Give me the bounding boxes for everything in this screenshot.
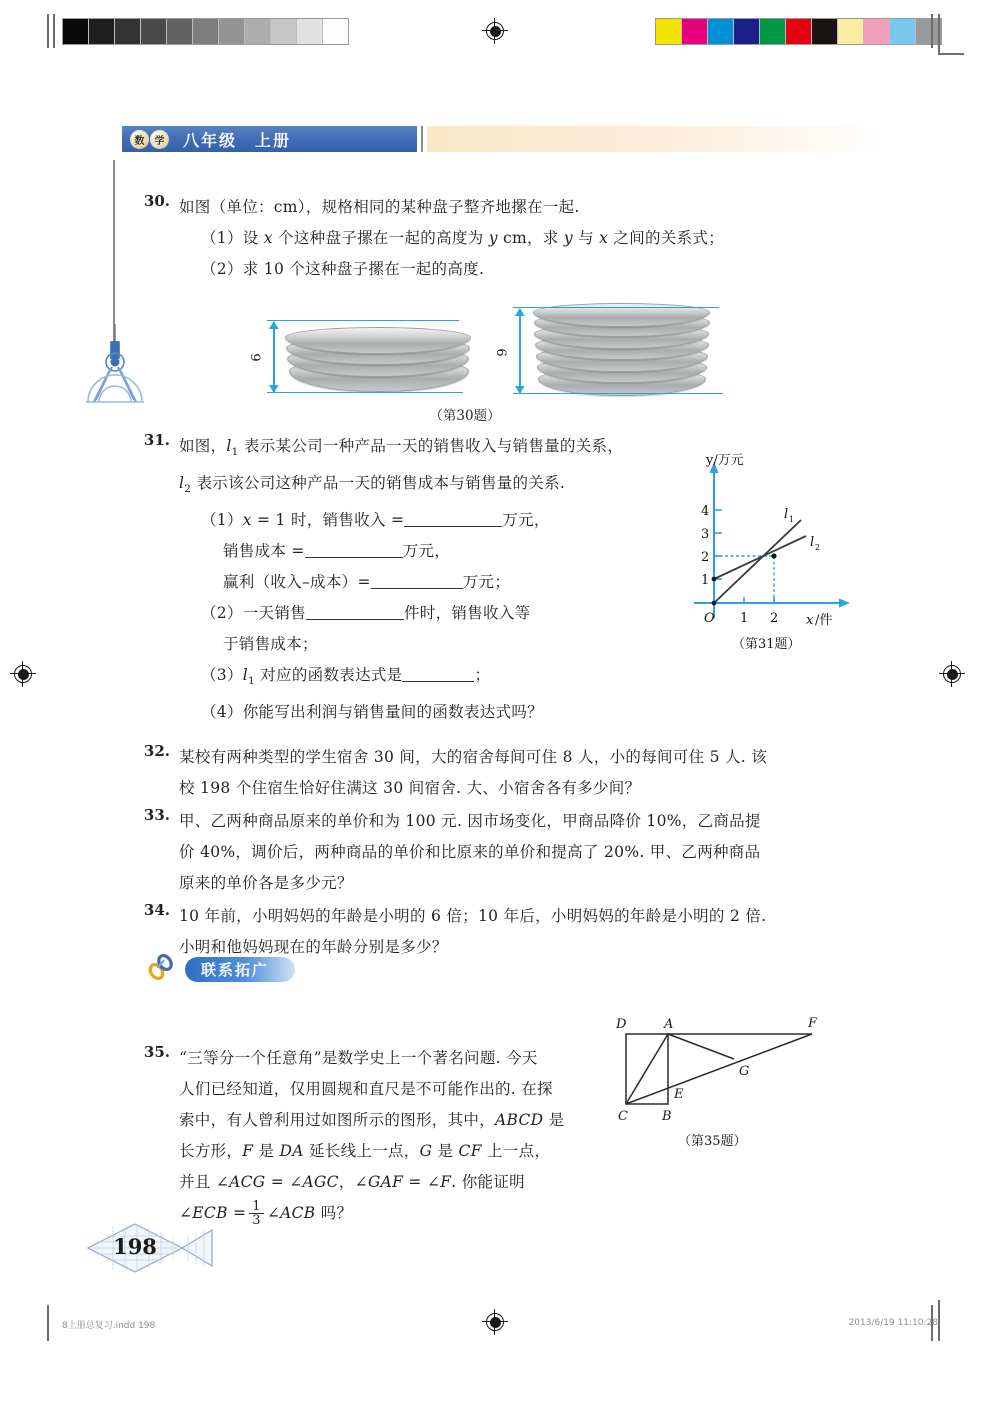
crop-tick-top-right-v2: [938, 14, 940, 54]
gray-swatch-1: [89, 19, 115, 44]
chain-link-icon: [146, 952, 176, 986]
gray-swatch-3: [141, 19, 167, 44]
svg-text:y/万元: y/万元: [706, 453, 744, 468]
registration-mark-left: [12, 663, 34, 685]
problem-line: 如图（单位：cm），规格相同的某种盘子整齐地摞在一起.: [179, 198, 580, 216]
svg-text:x: x: [806, 613, 814, 628]
problem-line: 索中，有人曾利用过如图所示的图形，其中，ABCD 是: [179, 1111, 565, 1130]
answer-blank[interactable]: [371, 588, 463, 589]
svg-text:E: E: [674, 1087, 684, 1102]
svg-text:3: 3: [701, 527, 710, 542]
gray-swatch-8: [271, 19, 297, 44]
running-header: [122, 126, 882, 152]
problem-line: （4）你能写出利润与销售量间的函数表达式吗？: [201, 703, 543, 722]
problem-number: 34.: [143, 901, 170, 920]
problem-line: “三等分一个任意角”是数学史上一个著名问题. 今天: [179, 1049, 538, 1068]
problem-33: [140, 806, 870, 899]
figure-30: [249, 292, 675, 424]
svg-text:C: C: [618, 1109, 628, 1124]
answer-blank[interactable]: [305, 557, 403, 558]
answer-blank[interactable]: [402, 681, 474, 682]
svg-text:2: 2: [770, 611, 779, 626]
answer-blank[interactable]: [306, 619, 404, 620]
color-swatch-2: [708, 19, 734, 44]
svg-text:1: 1: [789, 515, 795, 524]
svg-text:B: B: [662, 1109, 672, 1124]
svg-text:（第35题）: （第35题）: [678, 1134, 747, 1149]
gray-swatch-9: [297, 19, 323, 44]
problem-line: $(3)l_1$ 对应的函数表达式是 ；: [201, 666, 491, 688]
svg-text:（第31题）: （第31题）: [732, 637, 801, 652]
color-swatch-6: [812, 19, 838, 44]
problem-number: 30.: [143, 192, 170, 210]
problem-line: （1）设 x 个这种盘子摞在一起的高度为 y cm，求 y 与 x 之间的关系式；: [201, 229, 725, 247]
problem-number: 35.: [143, 1043, 170, 1062]
problem-line: 赢利（收入–成本）= 万元；: [223, 573, 511, 592]
crop-tick-bottom-right-v2: [938, 1300, 940, 1341]
problem-line: （2）求 10 个这种盘子摞在一起的高度.: [201, 260, 485, 278]
problem-line: 甲、乙两种商品原来的单价和为 100 元. 因市场变化，甲商品降价 10%，乙商品提: [179, 812, 761, 831]
gray-swatch-5: [193, 19, 219, 44]
subject-badge-char-2: 学: [150, 130, 169, 149]
svg-text:G: G: [739, 1064, 750, 1079]
problem-line: 并且 ∠ACG = ∠AGC，∠GAF = ∠F. 你能证明: [179, 1173, 525, 1192]
problem-text: [179, 1043, 619, 1229]
problem-number: 31.: [143, 431, 170, 449]
problem-number: 32.: [143, 742, 170, 761]
color-swatch-0: [656, 19, 682, 44]
problem-line: 原来的单价各是多少元？: [179, 874, 353, 893]
color-swatch-8: [864, 19, 890, 44]
crop-tick-top-left-v2: [53, 14, 55, 48]
color-swatch-3: [734, 19, 760, 44]
crop-tick-top-right-h: [938, 53, 964, 55]
header-blue-bar: [122, 126, 417, 152]
svg-text:l: l: [810, 535, 815, 550]
footer-filename: 8上册总复习.indd 198: [62, 1321, 156, 1331]
problem-line: 销售成本 = 万元，: [223, 542, 451, 561]
dimension-label-9: 9: [495, 348, 511, 357]
color-swatch-5: [786, 19, 812, 44]
problem-text: [179, 806, 870, 899]
svg-text:2: 2: [701, 550, 710, 565]
problem-line: 校 198 个住宿生恰好住满这 30 间宿舍. 大、小宿舍各有多少间？: [179, 779, 641, 798]
svg-text:D: D: [616, 1017, 627, 1032]
page-number: 198: [113, 1234, 157, 1259]
problem-line: ∠ECB = $\frac{1}{3}$ ∠ACB 吗？: [179, 1198, 353, 1229]
svg-text:2: 2: [815, 543, 821, 552]
problem-line: 如图，$l_1$ 表示某公司一种产品一天的销售收入与销售量的关系，: [179, 437, 624, 459]
subject-badge-char-1: 数: [130, 130, 149, 149]
gray-swatch-4: [167, 19, 193, 44]
color-swatch-9: [890, 19, 916, 44]
problem-30: [140, 192, 870, 285]
gray-swatch-2: [115, 19, 141, 44]
gray-swatch-6: [219, 19, 245, 44]
header-divider: [421, 126, 423, 152]
gray-swatch-0: [63, 19, 89, 44]
subject-badge: [130, 130, 169, 149]
problem-line: （2）一天销售 件时，销售收入等: [201, 604, 531, 623]
color-swatch-4: [760, 19, 786, 44]
gray-swatch-7: [245, 19, 271, 44]
crop-tick-top-left-v: [47, 14, 49, 48]
dimension-label-6: 6: [249, 353, 265, 362]
header-title: 八年级 上册: [183, 130, 292, 150]
color-calibration-strip: [655, 18, 942, 45]
problem-line: 10 年前，小明妈妈的年龄是小明的 6 倍；10 年后，小明妈妈的年龄是小明的 2 倍.: [179, 907, 767, 926]
problem-line: 价 40%，调价后，两种商品的单价和比原来的单价和提高了 20%. 甲、乙两种商品: [179, 843, 761, 862]
registration-mark-bottom: [484, 1311, 506, 1333]
crop-tick-top-right-v: [931, 14, 933, 48]
left-margin-rule: [113, 160, 115, 342]
svg-text:l: l: [784, 507, 789, 522]
figure-35: [600, 1012, 865, 1152]
dimension-right: [495, 307, 728, 397]
color-swatch-7: [838, 19, 864, 44]
svg-text:F: F: [808, 1016, 818, 1031]
problem-text: [179, 192, 870, 285]
gray-swatch-10: [323, 19, 348, 44]
problem-text: [179, 742, 870, 804]
answer-blank[interactable]: [404, 526, 502, 527]
registration-mark-top: [484, 20, 506, 42]
problem-line: （1）x = 1 时，销售收入 = 万元，: [201, 511, 550, 530]
svg-text:/件: /件: [815, 613, 833, 628]
problem-line: 小明和他妈妈现在的年龄分别是多少？: [179, 938, 448, 957]
footer-timestamp: 2013/6/19 11:10:28: [848, 1318, 938, 1328]
dimension-left: [249, 320, 467, 396]
svg-text:O: O: [704, 611, 715, 626]
section-header: [146, 952, 295, 986]
header-peach-bar: [427, 126, 882, 152]
figure-31: [684, 448, 864, 653]
problem-32: [140, 742, 870, 804]
svg-text:1: 1: [740, 611, 749, 626]
svg-text:A: A: [664, 1017, 674, 1032]
problem-line: 于销售成本；: [223, 635, 318, 654]
problem-text: [179, 431, 689, 728]
problem-line: 某校有两种类型的学生宿舍 30 间，大的宿舍每间可住 8 人，小的每间可住 5 人. 该: [179, 748, 768, 767]
figure-30-caption: （第30题）: [429, 408, 501, 424]
section-label: 联系拓广: [185, 957, 295, 982]
problem-line: 长方形，F 是 DA 延长线上一点，G 是 CF 上一点，: [179, 1142, 551, 1161]
svg-text:4: 4: [701, 504, 710, 519]
svg-text:1: 1: [701, 573, 710, 588]
color-swatch-1: [682, 19, 708, 44]
problem-line: $l_2$ 表示该公司这种产品一天的销售成本与销售量的关系.: [179, 474, 566, 496]
page-number-marker: [78, 1218, 253, 1278]
grayscale-calibration-strip: [62, 18, 349, 45]
problem-line: 人们已经知道，仅用圆规和直尺是不可能作出的. 在探: [179, 1080, 553, 1099]
registration-mark-right: [941, 663, 963, 685]
crop-tick-bottom-left-v: [47, 1305, 49, 1341]
problem-number: 33.: [143, 806, 170, 825]
